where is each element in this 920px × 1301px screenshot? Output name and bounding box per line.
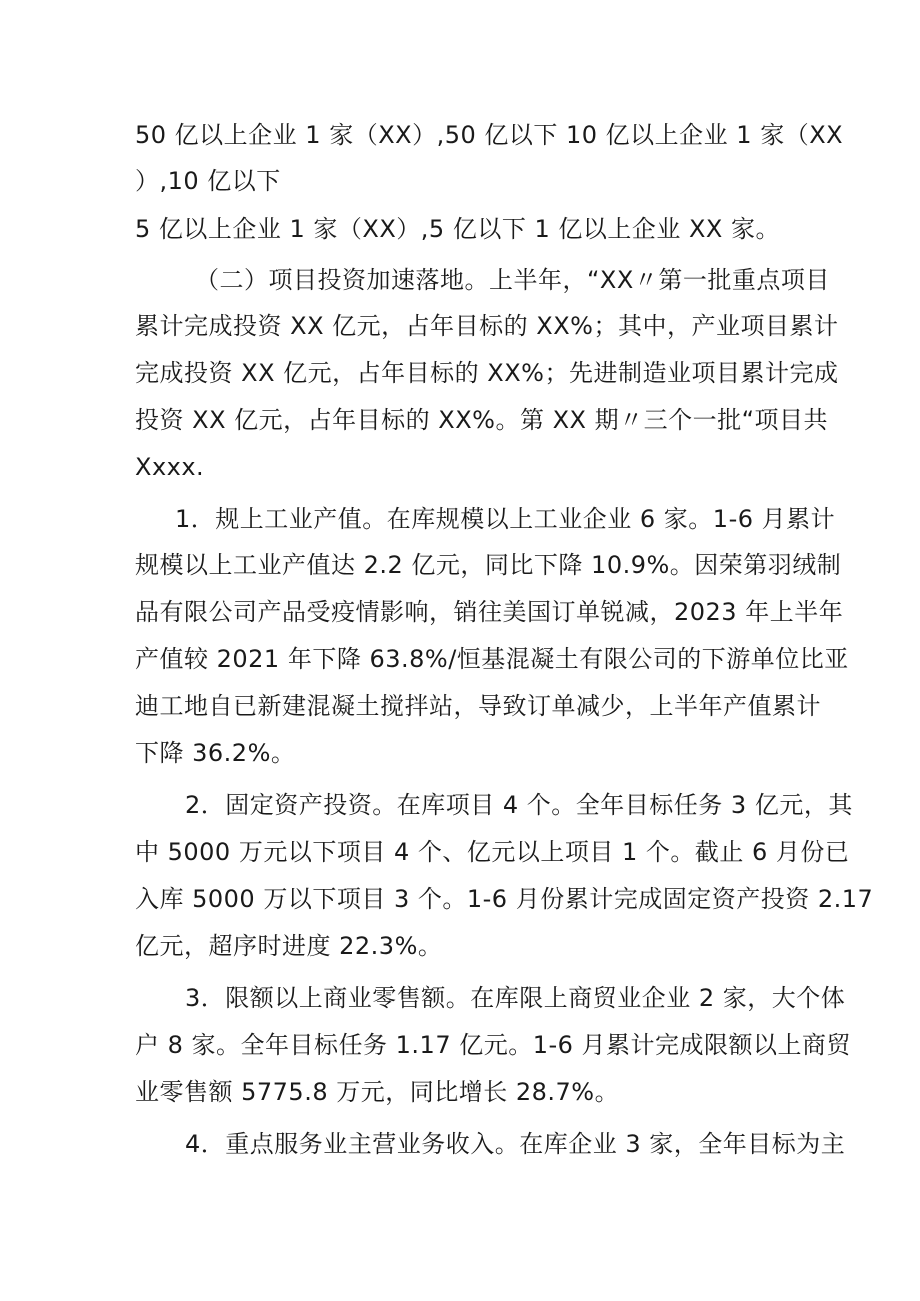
text-line: 产值较 2021 年下降 63.8%/恒基混凝土有限公司的下游单位比亚 <box>135 645 849 673</box>
item-heading-line: 1．规上工业产值。在库规模以上工业企业 6 家。1-6 月累计 <box>175 505 836 533</box>
item-heading-line: 4．重点服务业主营业务收入。在库企业 3 家，全年目标为主 <box>185 1130 846 1158</box>
text-line: 入库 5000 万以下项目 3 个。1-6 月份累计完成固定资产投资 2.17 <box>135 885 874 913</box>
text-line: Xxxx. <box>135 453 205 481</box>
section-heading-line: （二）项目投资加速落地。上半年，“XX〃第一批重点项目 <box>195 266 830 294</box>
text-line: 投资 XX 亿元，占年目标的 XX%。第 XX 期〃三个一批“项目共 <box>135 406 829 434</box>
text-line: 50 亿以上企业 1 家（XX）,50 亿以下 10 亿以上企业 1 家（XX <box>135 121 844 149</box>
text-line: 完成投资 XX 亿元，占年目标的 XX%；先进制造业项目累计完成 <box>135 359 839 387</box>
text-line: ）,10 亿以下 <box>135 167 281 195</box>
text-line: 业零售额 5775.8 万元，同比增长 28.7%。 <box>135 1078 620 1106</box>
text-line: 累计完成投资 XX 亿元，占年目标的 XX%；其中，产业项目累计 <box>135 312 839 340</box>
text-line: 迪工地自已新建混凝土搅拌站，导致订单减少，上半年产值累计 <box>135 692 821 720</box>
text-line: 5 亿以上企业 1 家（XX）,5 亿以下 1 亿以上企业 XX 家。 <box>135 215 781 243</box>
item-heading-line: 3．限额以上商业零售额。在库限上商贸业企业 2 家，大个体 <box>185 984 846 1012</box>
text-line: 户 8 家。全年目标任务 1.17 亿元。1-6 月累计完成限额以上商贸 <box>135 1031 852 1059</box>
text-line: 亿元，超序时进度 22.3%。 <box>135 932 443 960</box>
text-line: 品有限公司产品受疫情影响，销往美国订单锐减，2023 年上半年 <box>135 598 844 626</box>
text-line: 规模以上工业产值达 2.2 亿元，同比下降 10.9%。因荣第羽绒制 <box>135 551 842 579</box>
text-line: 中 5000 万元以下项目 4 个、亿元以上项目 1 个。截止 6 月份已 <box>135 838 850 866</box>
text-line: 下降 36.2%。 <box>135 739 296 767</box>
item-heading-line: 2．固定资产投资。在库项目 4 个。全年目标任务 3 亿元，其 <box>185 791 853 819</box>
